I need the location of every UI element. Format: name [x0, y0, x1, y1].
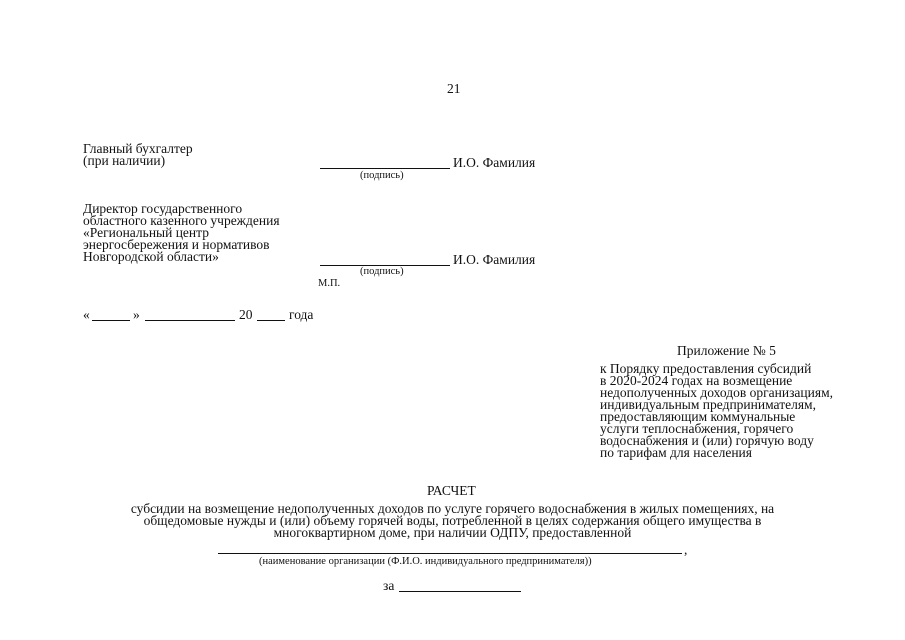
calculation-line: многоквартирном доме, при наличии ОДПУ, предоставленной: [273, 525, 632, 540]
director-name: И.О. Фамилия: [453, 252, 536, 267]
chief-accountant-name: И.О. Фамилия: [453, 155, 536, 170]
stamp-place-label: М.П.: [318, 278, 341, 289]
calculation-line: общедомовые нужды и (или) объему горячей воды, потребленной в целях содержания общего имущества в: [143, 513, 762, 528]
organization-line-comma: ,: [684, 542, 688, 557]
date-year-prefix: 20: [239, 307, 253, 322]
director-line: энергосбережения и нормативов: [83, 237, 270, 252]
appendix-line: к Порядку предоставления субсидий: [600, 361, 812, 376]
appendix-line: в 2020-2024 годах на возмещение: [600, 373, 793, 388]
date-close-quote: »: [133, 307, 140, 322]
date-month-blank: [145, 320, 235, 321]
date-open-quote: «: [83, 307, 90, 322]
appendix-line: предоставляющим коммунальные: [600, 409, 796, 424]
appendix-line: недополученных доходов организациям,: [600, 385, 833, 400]
appendix-title: Приложение № 5: [677, 343, 776, 358]
calculation-line: субсидии на возмещение недополученных доходов по услуге горячего водоснабжения в жилых помещениях, на: [130, 501, 775, 516]
chief-accountant-signature-line: [320, 168, 450, 169]
date-day-blank: [92, 320, 130, 321]
chief-accountant-signature-caption: (подпись): [360, 170, 404, 181]
calculation-subtitle: [0, 503, 905, 539]
appendix-line: водоснабжения и (или) горячую воду: [600, 433, 814, 448]
appendix-text: [600, 363, 833, 459]
page-number: 21: [447, 81, 461, 96]
appendix-line: услуги теплоснабжения, горячего: [600, 421, 794, 436]
director-line: «Региональный центр: [83, 225, 209, 240]
period-prefix: за: [383, 578, 395, 593]
organization-name-line: [218, 553, 682, 554]
director-line: Директор государственного: [83, 201, 243, 216]
director-signature-caption: (подпись): [360, 266, 404, 277]
director-line: областного казенного учреждения: [83, 213, 280, 228]
chief-accountant-title: [83, 143, 193, 167]
appendix-line: по тарифам для населения: [600, 445, 752, 460]
chief-accountant-line: Главный бухгалтер: [83, 141, 193, 156]
appendix-line: индивидуальным предпринимателям,: [600, 397, 816, 412]
chief-accountant-line: (при наличии): [83, 153, 166, 168]
date-year-suffix: года: [289, 307, 314, 322]
date-year-blank: [257, 320, 285, 321]
director-line: Новгородской области»: [83, 249, 219, 264]
period-blank-line: [399, 591, 521, 592]
director-title: [83, 203, 280, 263]
organization-name-caption: (наименование организации (Ф.И.О. индивидуального предпринимателя)): [259, 556, 592, 567]
calculation-heading: РАСЧЕТ: [427, 483, 476, 498]
